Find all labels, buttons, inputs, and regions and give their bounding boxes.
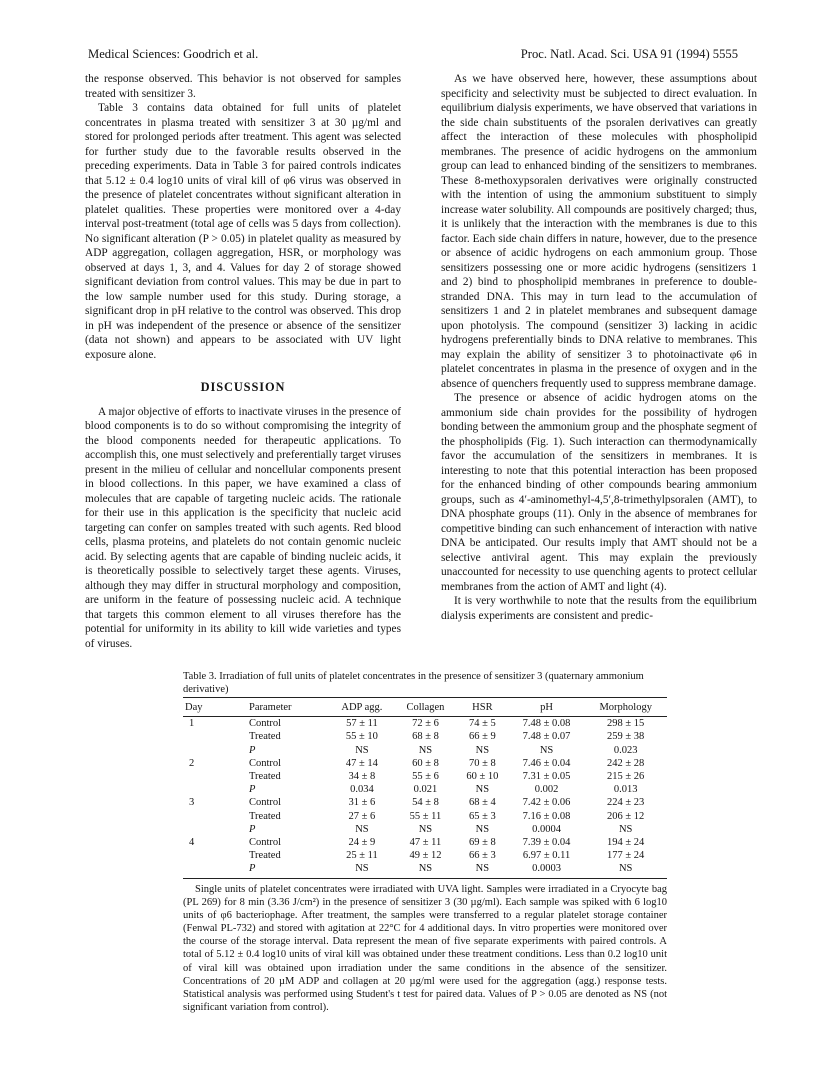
table-cell: 215 ± 26 — [607, 771, 645, 783]
table-cell: 68 ± 4 — [469, 797, 496, 809]
column-header: Morphology — [584, 698, 667, 717]
table-row — [183, 823, 667, 836]
paragraph: As we have observed here, however, these assumptions about specificity and selectivity must be subjected to direct evaluation. In equilibrium dialysis experiments, we have observed that variations in the side chain substituents of the psoralen derivatives can greatly affect the interaction of these molecules with phospholipid membranes. The presence of acidic hydrogens on the ammonium group can lead to enhanced binding of the sensitizers to membranes. These 8-methoxypsoralen derivatives were originally constructed with the intention of using the ammonium substituent to simply increase water solubility. All compounds are positively charged; thus, it is unlikely that the interaction with the membranes is due to this factor. Each side chain differs in nature, however, due to the presence or absence of acidic hydrogens on each ammonium group. Those sensitizers possessing one or more acidic hydrogens (sensitizers 1 and 2) bind to phospholipid membranes in preference to double-stranded DNA. This may in turn lead to the accumulation of sensitizers 1 and 2 in platelet membranes and subsequent damage upon photolysis. The compound (sensitizer 3) lacking in acidic hydrogens preferentially binds to DNA relative to membranes. This may explain the ability of sensitizer 3 to photoinactivate φ6 in platelet concentrates in plasma in the presence of oxygen and in the absence of quenchers frequently used to suppress membrane damage. — [441, 73, 757, 390]
table-cell: 55 ± 11 — [409, 810, 442, 822]
table-cell: 27 ± 6 — [348, 810, 376, 822]
table-row — [183, 730, 667, 743]
table-cell: 34 ± 8 — [348, 771, 376, 783]
table-cell: 68 ± 8 — [412, 731, 439, 743]
table-cell: 177 ± 24 — [607, 850, 645, 862]
paragraph: The presence or absence of acidic hydrogen atoms on the ammonium side chain provides for the possibility of hydrogen bonding between the ammonium group and the phosphate segment of the phospholipids (Fig. 1). Such interaction can thermodynamically favor the accumulation of the sensitizers in membranes. It is interesting to note that this potential interaction has been proposed for the enhanced binding of other compounds bearing ammonium groups, such as 4′-aminomethyl-4,5′,8-trimethylpsoralen (AMT), to DNA phosphate groups (11). Only in the absence of membranes for competitive binding can such enhancement of interaction with native DNA be anticipated. Our results imply that AMT should not be a selective antiviral agent. This may explain the previously unaccounted for necessity to use quenching agents to protect cellular membranes from the action of AMT and light (4). — [441, 392, 757, 593]
table-cell: Treated — [249, 731, 281, 743]
paragraph: the response observed. This behavior is not observed for samples treated with sensitizer 3. — [85, 73, 401, 100]
column-header: Collagen — [395, 698, 456, 717]
running-head-left: Medical Sciences: Goodrich et al. — [88, 47, 259, 61]
table-cell: 70 ± 8 — [469, 757, 496, 769]
table-cell: 194 ± 24 — [607, 837, 645, 849]
table-cell: Control — [249, 757, 282, 769]
table-cell: 57 ± 11 — [346, 718, 378, 730]
table-row — [183, 862, 667, 878]
table-cell: 66 ± 3 — [469, 850, 496, 862]
table-row — [183, 770, 667, 783]
table-cell — [183, 770, 227, 783]
table-cell: 259 ± 38 — [607, 731, 645, 743]
table-cell: 55 ± 10 — [345, 731, 378, 743]
paragraph: Table 3 contains data obtained for full units of platelet concentrates in plasma treated with sensitizer 3 at 30 µg/ml and stored for prolonged periods after treatment. This agent was selected for further study due to the favorable results observed in the preceding experiments. Data in Table 3 for paired controls indicates that 5.12 ± 0.4 log10 units of viral kill of φ6 virus was observed in the presence of platelet concentrates without significant alteration in platelet qualities. These properties were monitored over a 4-day interval post-treatment (total age of cells was 5 days from collection). No significant alteration (P > 0.05) in platelet quality as measured by ADP aggregation, collagen aggregation, HSR, or morphology was observed at days 1, 3, and 4. Values for day 2 of storage showed significant deviation from control values. This may be due in part to the low sample number used for this study. During storage, a significant drop in pH relative to the control was observed. This drop in pH was independent of the presence or absence of the sensitizer (data not shown) and appears to be associated with UV light exposure alone. — [85, 102, 401, 361]
table-row — [183, 836, 667, 849]
table-cell: 0.0003 — [509, 862, 585, 878]
table-cell: Treated — [249, 810, 281, 822]
table-cell: Control — [249, 797, 282, 809]
column-header: Parameter — [227, 698, 329, 717]
table-cell: 0.002 — [534, 784, 559, 796]
table-row — [183, 744, 667, 757]
table-cell: Treated — [249, 771, 281, 783]
table-cell: P — [249, 744, 256, 756]
table-cell — [183, 862, 227, 878]
table-cell: 65 ± 3 — [469, 810, 496, 822]
table-cell — [183, 783, 227, 796]
table-cell: NS — [584, 862, 667, 878]
column-header: pH — [509, 698, 585, 717]
table-cell: 7.48 ± 0.07 — [522, 731, 571, 743]
table-row — [183, 849, 667, 862]
table-cell: Treated — [249, 850, 281, 862]
column-header: Day — [183, 698, 227, 717]
paragraph: It is very worthwhile to note that the results from the equilibrium dialysis experiments are consistent and predic- — [441, 595, 757, 622]
table-row — [183, 717, 667, 731]
table-cell: 47 ± 14 — [345, 757, 378, 769]
table-caption: Table 3. Irradiation of full units of platelet concentrates in the presence of sensitizer 3 (quaternary ammonium derivative) — [183, 671, 644, 696]
table-cell — [183, 744, 227, 757]
table-cell: NS — [475, 744, 490, 756]
table-cell: 55 ± 6 — [412, 771, 439, 783]
table-footnote — [183, 883, 667, 1014]
table-cell — [183, 849, 227, 862]
table-cell: 47 ± 11 — [409, 837, 442, 849]
table-cell: NS — [475, 784, 490, 796]
table-cell: 7.48 ± 0.08 — [522, 718, 571, 730]
table-cell: NS — [395, 862, 456, 878]
table-cell: 0.023 — [613, 744, 638, 756]
table-cell: Control — [249, 718, 282, 730]
column-header: ADP agg. — [329, 698, 395, 717]
footnote-text: Single units of platelet concentrates were irradiated with UVA light. Samples were irradiated in a Cryocyte bag (PL 269) for 8 min (3.36 J/cm²) in the presence of sensitizer 3 (30 µg/ml). Each sample was spiked with 6 log10 units of φ6 bacteriophage. After treatment, the samples were transferred to a regular platelet storage container (Fenwal PL-732) and stored with agitation at 22°C for 4 additional days. In vitro properties were monitored over the course of the storage interval. Data represent the mean of five separate experiments with paired controls. A total of 5.12 ± 0.4 log10 units of viral kill was obtained under these treatment conditions. Less than 0.2 log10 unit of viral kill was obtained upon irradiation under the same conditions in the absence of the sensitizer. Concentrations of 20 µM ADP and collagen at 20 µg/ml were used for the aggregation (agg.) response tests. Statistical analysis was performed using Student's t test for paired data. Values of P > 0.05 are denoted as NS (not significant variation from control). — [183, 884, 667, 1013]
table-cell: 49 ± 12 — [409, 850, 442, 862]
table-cell: NS — [539, 744, 554, 756]
table-cell: NS — [456, 862, 509, 878]
table-cell: NS — [418, 823, 433, 835]
table-cell: NS — [355, 823, 369, 835]
table-cell: 60 ± 8 — [412, 757, 439, 769]
table-row — [183, 757, 667, 770]
table-cell: NS — [329, 862, 395, 878]
table-cell: 31 ± 6 — [348, 797, 376, 809]
table-cell: 7.16 ± 0.08 — [522, 810, 571, 822]
table-cell: 74 ± 5 — [469, 718, 496, 730]
table-cell: 0.013 — [613, 784, 638, 796]
page-header — [88, 47, 738, 63]
column-header: HSR — [456, 698, 509, 717]
data-table — [183, 697, 667, 879]
table-cell: 25 ± 11 — [346, 850, 378, 862]
table-cell — [183, 730, 227, 743]
table-cell — [183, 810, 227, 823]
table-cell: 6.97 ± 0.11 — [522, 850, 571, 862]
table-cell: NS — [618, 823, 633, 835]
table-cell: P — [249, 784, 256, 796]
right-column — [441, 72, 757, 623]
table-cell: 72 ± 6 — [412, 718, 439, 730]
table-row — [183, 783, 667, 796]
table-cell: P — [249, 823, 256, 835]
table-cell: 0.034 — [350, 784, 374, 796]
running-head-right: Proc. Natl. Acad. Sci. USA 91 (1994) 5555 — [520, 47, 738, 61]
table-cell: 24 ± 9 — [348, 837, 376, 849]
table-cell: 224 ± 23 — [607, 797, 645, 809]
left-column — [85, 72, 401, 651]
table-cell: 69 ± 8 — [469, 837, 496, 849]
table-cell: P — [227, 862, 329, 878]
table-cell: 7.46 ± 0.04 — [522, 757, 571, 769]
table-cell: 1 — [189, 718, 195, 730]
table-cell: Control — [249, 837, 282, 849]
table-cell: 54 ± 8 — [412, 797, 439, 809]
table-cell: 3 — [189, 797, 195, 809]
section-heading: DISCUSSION — [200, 380, 286, 394]
table-cell: 206 ± 12 — [607, 810, 645, 822]
table-cell: 60 ± 10 — [466, 771, 499, 783]
table-row — [183, 796, 667, 809]
table-cell: 7.42 ± 0.06 — [522, 797, 571, 809]
paragraph: A major objective of efforts to inactivate viruses in the presence of blood components is to do so without compromising the integrity of the blood components needed for therapeutic applications. To accomplish this, one must selectively and preferentially target viruses present in the milieu of cellular and noncellular components present in blood collections. In this paper, we have examined a class of molecules that are capable of targeting nucleic acids. The rationale for their use in this application is the specificity that nucleic acid targeting can confer on samples treated with such agents. Red blood cells, plasma proteins, and platelets do not contain genomic nucleic acid. By selecting agents that are capable of binding nucleic acids, it is theoretically possible to selectively target these agents. Viruses, although they may differ in structural morphology and composition, are uniform in the feature of possessing nucleic acid. A technique that targets this common element to all viruses therefore has the potential for uniformity in its ability to kill wide varieties and types of viruses. — [85, 405, 401, 650]
table-cell: 7.31 ± 0.05 — [522, 771, 571, 783]
table-row — [183, 810, 667, 823]
table-cell: 66 ± 9 — [469, 731, 496, 743]
table-header-row — [183, 698, 667, 717]
table-cell: 7.39 ± 0.04 — [522, 837, 571, 849]
table-cell: 0.021 — [413, 784, 438, 796]
table-cell: 298 ± 15 — [607, 718, 645, 730]
table-cell: 242 ± 28 — [607, 757, 645, 769]
table-cell: 4 — [189, 837, 195, 849]
table-cell: 2 — [189, 757, 195, 769]
table-cell: NS — [418, 744, 433, 756]
table-cell: 0.0004 — [532, 823, 561, 835]
table-cell: NS — [475, 823, 490, 835]
table-cell — [183, 823, 227, 836]
table-cell: NS — [355, 744, 369, 756]
